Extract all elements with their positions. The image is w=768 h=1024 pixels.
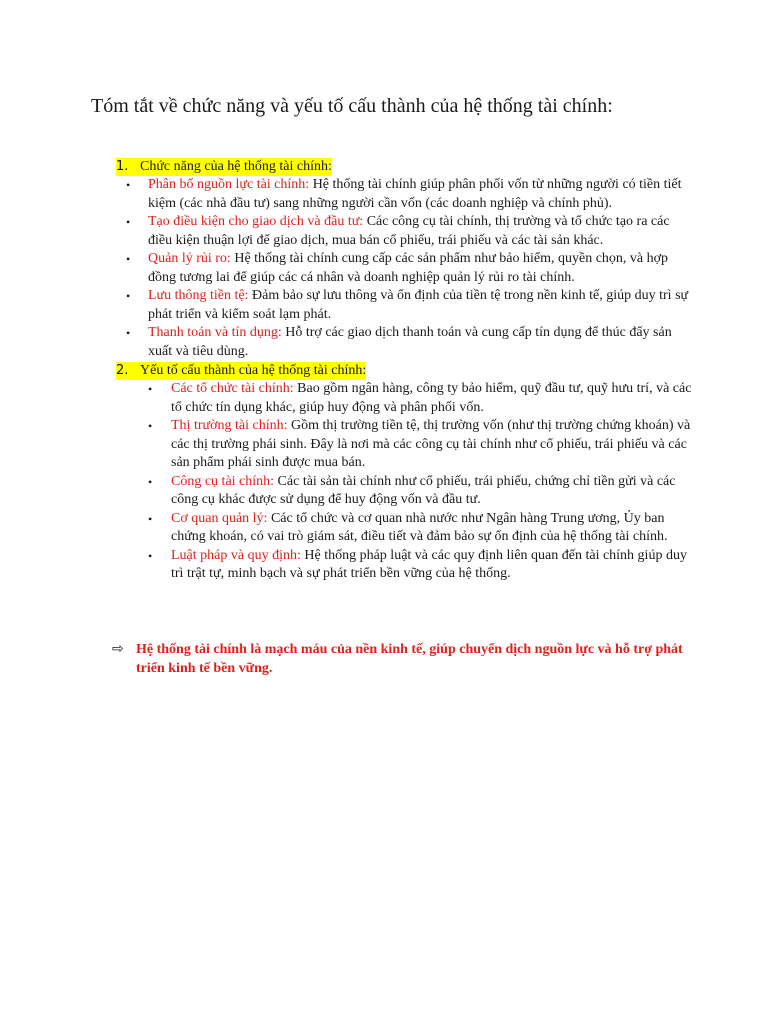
item-text: Hệ thống pháp luật và các quy định liên quan đến tài chính giúp duy trì trật tự, minh bạch và sự phát triển bền vững của hệ thống.: [171, 547, 687, 581]
section-number: 1.: [116, 158, 140, 176]
component-list: [116, 380, 696, 584]
item-term: Các tổ chức tài chính:: [171, 381, 294, 396]
bullet-icon: •: [126, 178, 131, 192]
bullet-icon: •: [148, 548, 153, 563]
item-text: Gồm thị trường tiền tệ, thị trường vốn (như thị trường chứng khoán) và các thị trường phái sinh. Đây là nơi mà các công cụ tài chính như cổ phiếu, trái phiếu và các sản phẩm phái sinh được mua bán.: [171, 418, 691, 470]
item-term: Luật pháp và quy định:: [171, 547, 301, 563]
bullet-icon: •: [148, 474, 153, 489]
list-item: [116, 380, 696, 417]
item-text: Bao gồm ngân hàng, công ty bảo hiểm, quỹ đầu tư, quỹ hưu trí, và các tổ chức tín dụng khác, giúp huy động và phân phối vốn.: [171, 381, 692, 415]
bullet-icon: •: [126, 289, 131, 303]
conclusion-text: Hệ thống tài chính là mạch máu của nền kinh tế, giúp chuyển dịch nguồn lực và hỗ trợ phát triển kinh tế bền vững.: [136, 642, 683, 676]
bullet-icon: •: [126, 215, 131, 229]
item-text: Hệ thống tài chính cung cấp các sản phẩm như bảo hiểm, quyền chọn, và hợp đồng tương lai để giúp các cá nhân và doanh nghiệp quản lý rủi ro tài chính.: [148, 251, 669, 285]
bullet-icon: •: [148, 511, 153, 526]
bullet-icon: •: [126, 326, 131, 340]
item-term: Lưu thông tiền tệ:: [148, 288, 249, 303]
item-term: Tạo điều kiện cho giao dịch và đầu tư:: [148, 214, 364, 229]
bullet-icon: •: [148, 382, 153, 396]
item-text: Hỗ trợ các giao dịch thanh toán và cung cấp tín dụng để thúc đẩy sản xuất và tiêu dùng.: [148, 325, 672, 359]
item-term: Công cụ tài chính:: [171, 473, 275, 489]
page-title: Tóm tắt về chức năng và yếu tố cấu thành của hệ thống tài chính:: [91, 95, 613, 117]
item-text: Hệ thống tài chính giúp phân phối vốn từ những người có tiền tiết kiệm (các nhà đầu tư) sang những người cần vốn (các doanh nghiệp và chính phủ).: [148, 177, 682, 211]
bullet-icon: •: [148, 419, 153, 433]
conclusion: [112, 640, 711, 678]
item-text: Các tài sản tài chính như cổ phiếu, trái phiếu, chứng chỉ tiền gửi và các công cụ khác được sử dụng để huy động vốn và đầu tư.: [171, 473, 676, 507]
list-item: [116, 213, 696, 250]
list-item: [116, 176, 696, 213]
item-text: Các tổ chức và cơ quan nhà nước như Ngân hàng Trung ương, Ủy ban chứng khoán, có vai trò giám sát, điều tiết và đảm bảo sự ổn định của hệ thống tài chính.: [171, 510, 668, 544]
item-term: Thị trường tài chính:: [171, 418, 288, 433]
list-item: [116, 473, 696, 510]
section-components: [116, 362, 696, 584]
section-number: 2.: [116, 362, 140, 380]
section-heading-text: Yếu tố cấu thành của hệ thống tài chính:: [140, 363, 367, 378]
section-heading-text: Chức năng của hệ thống tài chính:: [140, 159, 332, 174]
list-item: [116, 287, 696, 324]
section-heading: [116, 158, 696, 176]
list-item: [116, 324, 696, 361]
section-functions: [116, 158, 696, 361]
section-heading: [116, 362, 696, 380]
item-term: Phân bổ nguồn lực tài chính:: [148, 177, 310, 192]
list-item: [116, 547, 696, 584]
list-item: [116, 250, 696, 287]
item-term: Cơ quan quản lý:: [171, 510, 268, 526]
item-term: Quản lý rủi ro:: [148, 251, 231, 266]
item-term: Thanh toán và tín dụng:: [148, 325, 282, 340]
item-text: Đảm bảo sự lưu thông và ổn định của tiền tệ trong nền kinh tế, giúp duy trì sự phát triển và kiểm soát lạm phát.: [148, 288, 689, 322]
bullet-icon: •: [126, 252, 131, 266]
list-item: [116, 510, 696, 547]
arrow-right-icon: ⇨: [112, 641, 124, 657]
item-text: Các công cụ tài chính, thị trường và tổ chức tạo ra các điều kiện thuận lợi để giao dịch, mua bán cổ phiếu, trái phiếu và các tài sản khác.: [148, 214, 670, 248]
list-item: [116, 417, 696, 473]
function-list: [116, 176, 696, 361]
